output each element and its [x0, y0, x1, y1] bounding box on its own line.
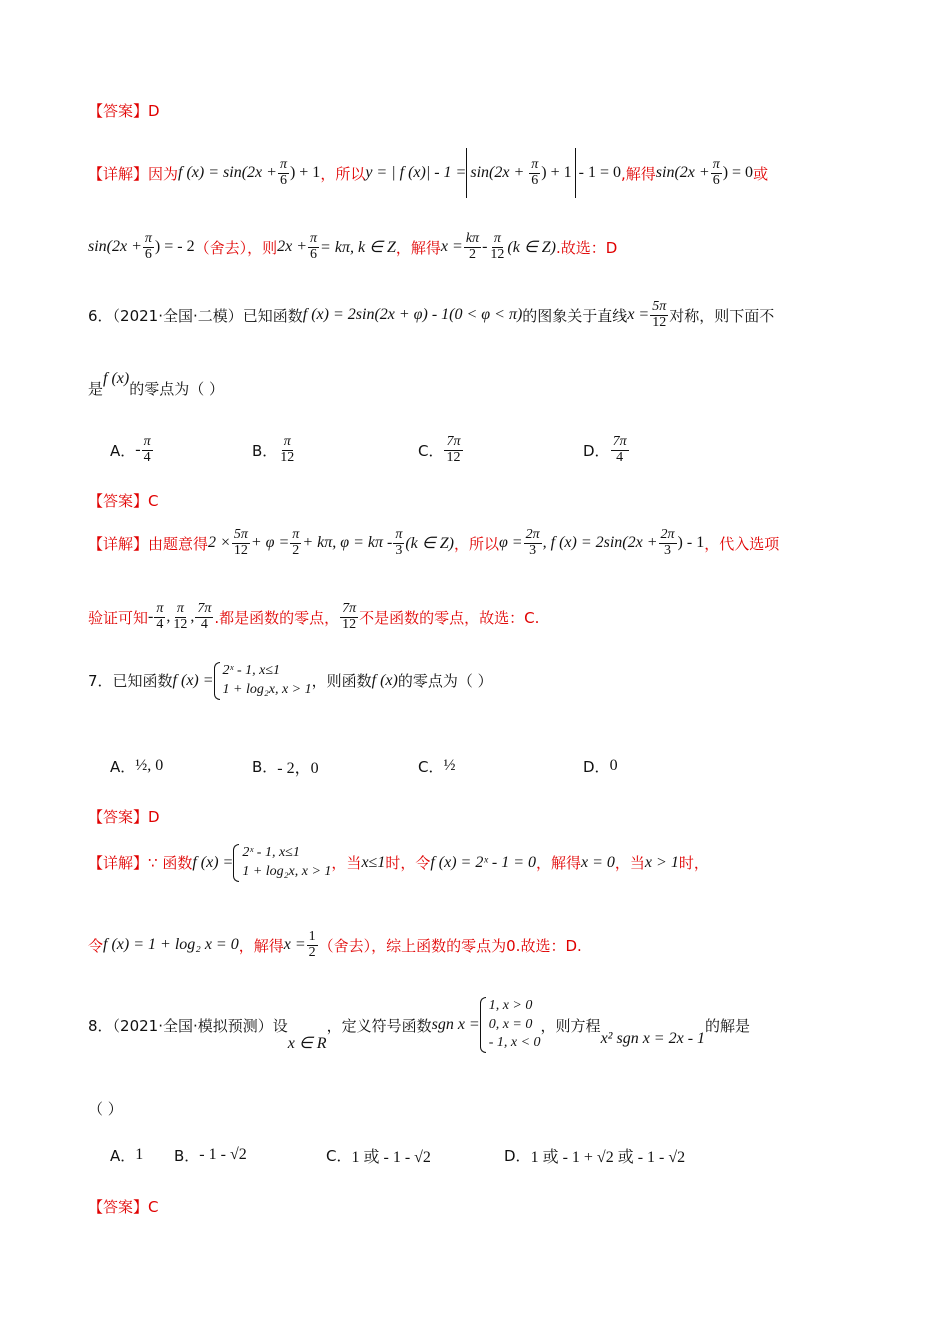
- q7-piecewise: [233, 844, 331, 882]
- q6-options: [88, 430, 890, 470]
- detail-label: 【详解】: [88, 854, 149, 873]
- q6-answer: C: [148, 491, 159, 510]
- den: 12: [652, 314, 667, 330]
- q5-answer: D: [148, 101, 160, 120]
- row: 2ˣ - 1, x≤1: [222, 663, 281, 678]
- neg2: ) = - 2: [154, 238, 195, 256]
- label: B．: [252, 441, 278, 460]
- q7-d10: 时，: [678, 854, 709, 873]
- num: π: [283, 433, 291, 449]
- q5-detail-line1: [88, 148, 890, 198]
- q7-stem: [88, 662, 890, 700]
- label: A．: [110, 1146, 136, 1165]
- q7-stem-2: ，则函数: [311, 672, 372, 691]
- q5-text-4: 或: [753, 164, 769, 183]
- q7-option-b[interactable]: [252, 755, 319, 778]
- text: 0: [609, 757, 618, 774]
- q7-d3: x≤1: [361, 853, 386, 871]
- num: 7π: [446, 433, 461, 449]
- q7-options: [88, 746, 890, 786]
- answer-label: 【答案】: [88, 1198, 149, 1216]
- den: 6: [310, 246, 318, 262]
- fraction: $\frac{\pi}{3}$: [395, 527, 403, 558]
- fraction: [529, 158, 540, 188]
- q8-option-a[interactable]: [110, 1145, 143, 1166]
- q8-option-c[interactable]: [326, 1144, 431, 1167]
- q7-piecewise: [214, 662, 312, 700]
- q5-text-1: 因为: [148, 164, 179, 183]
- fraction: [650, 300, 668, 330]
- q8-stem-3: ，则方程: [540, 1016, 601, 1035]
- q5-text-6: ，解得: [395, 238, 441, 257]
- label: B．: [174, 1146, 200, 1165]
- fraction: $\frac{7\pi}{4}$: [197, 601, 212, 632]
- num: kπ: [465, 231, 480, 246]
- q6-stem-line1: [88, 300, 890, 330]
- q6-option-d[interactable]: [583, 435, 630, 465]
- num: 7π: [612, 433, 627, 449]
- kz: (k ∈ Z): [507, 239, 556, 257]
- q8-stem-4: 的解是: [705, 1016, 751, 1035]
- answer-label: 【答案】: [88, 492, 149, 510]
- q7-d1: ∵ 函数: [148, 854, 193, 873]
- row: - 1, x < 0: [488, 1035, 541, 1051]
- q7-fx: f (x) =: [192, 853, 234, 871]
- q8-options: [88, 1140, 890, 1170]
- fraction: $\frac{7\pi}{12}$: [342, 601, 357, 632]
- q8-sgn: sgn x =: [431, 1016, 480, 1033]
- num: π: [712, 157, 720, 172]
- text: 1 或 - 1 + √2 或 - 1 - √2: [530, 1148, 686, 1166]
- q7-d5: f (x) = 2ˣ - 1 = 0: [430, 853, 536, 871]
- q8-option-d[interactable]: [504, 1144, 685, 1167]
- q7-option-d[interactable]: [583, 756, 618, 777]
- num: π: [531, 157, 539, 172]
- detail-label: 【详解】: [88, 534, 149, 553]
- twox: 2x +: [277, 238, 308, 256]
- q6-answer-line: [88, 490, 890, 511]
- q6-option-c[interactable]: [418, 435, 464, 465]
- num: π: [143, 433, 151, 449]
- q8-paren-line: [88, 1098, 890, 1119]
- fraction: [464, 232, 481, 262]
- q6-stem-2: 的图象关于直线: [522, 306, 628, 325]
- q6-xeq: x =: [627, 306, 650, 324]
- q6-func: f (x) = 2sin(2x + φ) - 1(0 < φ < π): [302, 306, 523, 324]
- fraction: [488, 232, 506, 262]
- sin: sin(2x +: [470, 163, 529, 181]
- num: π: [493, 231, 501, 246]
- num: 5π: [652, 299, 667, 314]
- label: C．: [418, 757, 444, 776]
- q7-detail-line2: 令 f (x) = 1 + log₂ x = 0 ，解得 x = $\frac{1}{2}$ （舍去），综上函数的零点为0.故选：D.: [88, 929, 582, 960]
- fraction: $\frac{\pi}{2}$: [292, 527, 300, 558]
- eq0: ) = 0: [722, 164, 754, 182]
- x-eq: x =: [440, 238, 463, 256]
- fraction: $\frac{2\pi}{3}$: [660, 527, 675, 558]
- label: C．: [326, 1146, 352, 1165]
- row: 1 + log₂x, x > 1: [242, 863, 332, 879]
- q7-d12: f (x) = 1 + log₂ x = 0: [103, 936, 239, 954]
- q7-d13: ，解得: [238, 936, 284, 955]
- label: A．: [110, 441, 136, 460]
- text: 1 或 - 1 - √2: [351, 1148, 431, 1166]
- fraction: $\frac{1}{2}$: [308, 929, 316, 960]
- fraction: [142, 435, 153, 465]
- row: 2ˣ - 1, x≤1: [242, 845, 300, 860]
- row: 0, x = 0: [488, 1016, 533, 1032]
- fraction: [278, 435, 296, 465]
- q8-answer-line: [88, 1196, 890, 1217]
- q8-option-b[interactable]: [174, 1145, 247, 1166]
- q7-option-c[interactable]: [418, 756, 455, 777]
- q7-d7: x = 0: [581, 853, 615, 871]
- label: D．: [504, 1146, 531, 1165]
- q5-formula-y: y = | f (x)| - 1 =: [365, 164, 467, 182]
- answer-label: 【答案】: [88, 102, 149, 120]
- text: - 2，0: [277, 759, 319, 777]
- fraction: $\frac{\pi}{4}$: [156, 601, 164, 632]
- q6-stem-4: 是: [88, 380, 104, 398]
- q7-option-a[interactable]: [110, 756, 163, 777]
- q7-fx: f (x) =: [172, 671, 214, 689]
- den: 12: [280, 449, 295, 465]
- row: 1, x > 0: [488, 997, 533, 1013]
- q7-d2: ，当: [331, 854, 362, 873]
- q5-text-5: （舍去），则: [194, 238, 278, 257]
- label: C．: [418, 441, 444, 460]
- minus: -: [482, 238, 488, 256]
- q5-text-2: ，所以: [320, 164, 366, 183]
- q6-stem-line2: [88, 369, 890, 399]
- fraction: $\frac{2\pi}{3}$: [525, 527, 540, 558]
- label: B．: [252, 757, 278, 776]
- q7-answer: D: [148, 807, 160, 826]
- q6-option-b[interactable]: [252, 435, 297, 465]
- q5-text-3: ,解得: [621, 164, 656, 183]
- fraction: [278, 158, 289, 188]
- q7-d14: （舍去），综上函数的零点为0.故选：D.: [318, 936, 582, 955]
- q8-piecewise: [480, 997, 541, 1054]
- q7-d4: 时，令: [385, 854, 431, 873]
- q7-fx2: f (x): [371, 671, 398, 689]
- q5-abs-expr: [466, 148, 575, 198]
- q6-fx: f (x): [103, 369, 130, 387]
- den: 6: [144, 246, 152, 262]
- q7-d9: x > 1: [644, 853, 679, 871]
- q5-formula-tail: - 1 = 0: [578, 164, 621, 182]
- q6-stem-1: 6．（2021·全国·二模）已知函数: [88, 306, 303, 325]
- den: 6: [712, 172, 720, 188]
- fraction: [444, 435, 462, 465]
- row: 1 + log₂x, x > 1: [222, 681, 312, 697]
- text: ½, 0: [135, 757, 164, 774]
- fraction: [711, 158, 722, 188]
- q8-stem: [88, 990, 890, 1060]
- q5-answer-line: [88, 100, 890, 121]
- q8-stem-2: ，定义符号函数: [326, 1016, 432, 1035]
- den: 12: [490, 246, 505, 262]
- q7-answer-line: [88, 806, 890, 827]
- den: 6: [531, 172, 539, 188]
- fraction: [143, 232, 154, 262]
- q6-detail-line1: 【详解】 由题意得 2 × $\frac{5\pi}{12}$ + φ = $\frac{\pi}{2}$ + kπ, φ = kπ - $\frac{\pi}{3}$ (k ∈ Z) ，所以 φ = $\frac{2\pi}{3}$ , f (x) = 2sin(2x + $\frac{2\pi}{3}$ ) - 1 ，代入选项: [88, 527, 780, 558]
- fraction: [308, 232, 319, 262]
- q6-detail-line2: 验证可知 - $\frac{\pi}{4}$ , $\frac{\pi}{12}$ , $\frac{7\pi}{4}$ .都是函数的零点， $\frac{7\pi}{12}$ 不是函数的零点，故选：C.: [88, 601, 540, 632]
- num: π: [279, 157, 287, 172]
- q8-eq: x² sgn x = 2x - 1: [600, 1030, 706, 1047]
- label: D．: [583, 757, 610, 776]
- q8-paren: （ ）: [88, 1100, 123, 1118]
- den: 4: [616, 449, 624, 465]
- q6-d5: .都是函数的零点，: [214, 608, 340, 627]
- q7-d6: ，解得: [535, 854, 581, 873]
- q5-formula-f-tail: ) + 1: [289, 164, 321, 182]
- q6-d2: ，所以: [453, 534, 499, 553]
- kpi: = kπ, k ∈ Z: [320, 239, 396, 257]
- text: ½: [443, 757, 456, 774]
- q8-answer: C: [148, 1197, 159, 1216]
- q5-text-7: .故选：D: [555, 238, 618, 257]
- q6-d3: ，代入选项: [704, 534, 780, 553]
- answer-label: 【答案】: [88, 808, 149, 826]
- den: 4: [143, 449, 151, 465]
- text: - 1 - √2: [199, 1146, 247, 1163]
- q6-d6: 不是函数的零点，故选：C.: [359, 608, 540, 627]
- fraction: $\frac{\pi}{12}$: [173, 601, 188, 632]
- q6-option-a[interactable]: [110, 435, 154, 465]
- sin: sin(2x +: [655, 164, 710, 182]
- label: D．: [583, 441, 610, 460]
- q6-stem-5: 的零点为（ ）: [129, 380, 224, 398]
- q6-d1: 由题意得: [148, 534, 209, 553]
- tail: ) + 1: [541, 163, 572, 181]
- detail-label: 【详解】: [88, 164, 149, 183]
- q8-xr: x ∈ R: [287, 1035, 327, 1052]
- q7-detail-line1: [88, 844, 890, 882]
- q5-formula-f: f (x) = sin(2x +: [178, 164, 277, 182]
- q6-d4: 验证可知: [88, 608, 149, 627]
- fraction: $\frac{5\pi}{12}$: [233, 527, 248, 558]
- num: π: [144, 231, 152, 246]
- label: A．: [110, 757, 136, 776]
- pre: -: [135, 441, 141, 458]
- q7-stem-1: 7．已知函数: [88, 672, 173, 691]
- q7-stem-3: 的零点为（ ）: [397, 672, 493, 691]
- fraction: [611, 435, 629, 465]
- num: π: [310, 231, 318, 246]
- q6-stem-3: 对称，则下面不: [669, 306, 775, 325]
- den: 12: [446, 449, 461, 465]
- text: 1: [135, 1146, 144, 1163]
- sin: sin(2x +: [88, 238, 142, 256]
- q5-detail-line2: [88, 232, 890, 262]
- q7-d8: ，当: [614, 854, 645, 873]
- q8-stem-1: 8．（2021·全国·模拟预测）设: [88, 1016, 288, 1035]
- den: 6: [279, 172, 287, 188]
- q7-d11: 令: [88, 936, 104, 955]
- den: 2: [468, 246, 476, 262]
